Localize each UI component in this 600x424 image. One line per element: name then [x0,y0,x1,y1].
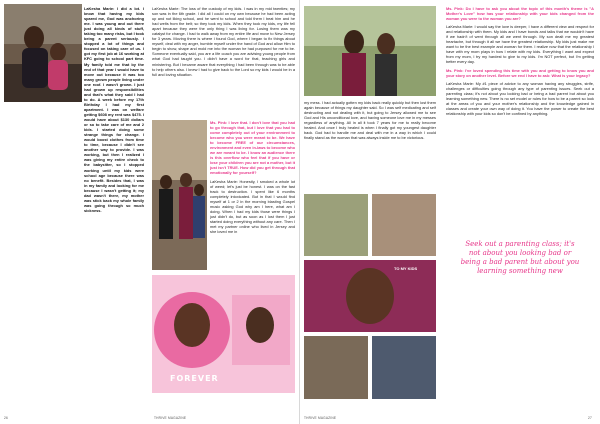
question-love-that: Ms. Pink: I love that. I don't love that you had to go through that, but I love that you had to come completely out of your environment to become who you were meant to be. We have to become FREE of our circumstances, environment and even in-laws to become who we are meant to be. I know an audience there is this overflow who feel that if you have or lose your children you are not a mother, but it just isn't TRUE. How did you get through that emotionally for yourself? [210,120,295,176]
forever-caption: FOREVER [170,374,219,383]
photo-collage-art [304,194,436,399]
left-footer-title: THRIVE MAGAZINE [154,416,187,420]
group-photo [152,120,207,270]
right-column-1 [304,100,436,190]
girls-photo [304,6,436,96]
photo-collage [304,194,436,399]
loss-of-custody-answer: LaKesha Marie: The loss of the custody of my kids. I was in my mid twenties; my son was in the 6th grade. I did all I could on my own because he had been acting up and not liking school, and he went to school and told them I beat him and he had welts from the belt; so they took my kids. When they took my kids, my life fell apart because they were the only thing I was living for. Losing them was my catalyst for change. I had to walk away from my entire life and move to New Jersey for 3 years. Moving there is where I found God, where I began to fix things about myself, deal with my anger, humble myself under the hand of God and allow Him to begin to show, shape and mold me into the woman he had purposed for me to be. Someone eventually said, you are a life coach you are advising young people from what God had taught you. I didn't have a word for that, teaching girls and ministering. But I became aware that everything I had been through was to be able to help others also. I knew I had to give back to the Lord so my kids I would be in a full and loving situation. [152,6,295,77]
group-photo-art [152,120,207,270]
mess-answer: my mess. I had actually gotten my kids back really quickly but then lost them again because of things my daughter said. So I was self medicating and self destructing and not dealing with it, but going to Jersey allowed me to see God and His unconditional love, and having someone love me in my messes regardless of anything. All in all it took 7 years for me to really become healed. And once I truly healed is when I finally got my youngest daughter back. God had to handle me and deal with me in a way in which I could finally stand as the woman that was always inside me to be victorious. [304,100,436,141]
right-footer [304,416,596,420]
question-legacy: Ms. Pink: I've loved spending this time with you and getting to know you and your story on another level. Before we end I have to ask: What is your legacy? [446,67,594,78]
left-footer [4,416,296,420]
left-column-2-lower [210,120,295,270]
right-page-number: 27 [588,416,592,420]
girls-photo-art [304,6,436,96]
left-column-1-body [4,6,144,406]
answer-love-deeper: LaKesha Marie: I would say the love is deeper, I have a different view and respect for and relationship with them. My kids and I have bonds and talks that we wouldn't have if we hadn't of went through all we went through. My son dealt me my greatest heartache, but through it all we have the greatest relationship. My kids just make me want to be the best example and woman for them. I realize now that the relationship I have with my mom plays in how I relate with my kids. Everything I want and expect from my mom, I try my hardest to give to my kids. I'm NOT perfect, but I'm getting better every day. [446,24,594,65]
intro-answer-full [84,6,144,213]
intro-answer-text: LaKesha Marie: I did a lot. I know that having my kids spared me, God was anchoring me. I was young and out there just doing all kinds of stuff, taking too many risks, but I took being a parent seriously. I stopped a lot of things and focused on taking care of us. I got my first job at 16 working at KFC going to school part time. My family told me that by the end of that year I would have to move out because it was too many grown people living under one roof. I wasn't grown. I just had grown up responsibilities and that's what they said I had to do. A week before my 17th Birthday I had my first apartment. I was on welfare getting $608 my rent was $475. I would have about $130 dollars or so to take care of me and 2 kids. I started doing some strange things for change. I would boost clothes from time to time, because I didn't see another way to provide. I was working, but then I realized I was giving my entire check to the babysitter, so I stopped working until my kids were school age because there was no benefit. Besides that, I was in my family and looking for me because I wasn't getting it; my dad wasn't there, my mother was stick back my whole family was going through so much sickness. [84,6,144,213]
answer-honestly: LaKesha Marie: Honestly, I smoked a whole lot of weed; let's just be honest. I was on the fast track to destruction. I spent like 6 months completely intoxicated. But in that I would find myself at 1 or 2 in the morning blasting Gospel music asking God why am I here, what am I doing. When I had my kids those were things I just didn't do, but as soon as I lost them I just started doing everything without any care. Then I met my partner online who lived in Jersey and she loved me in [210,178,295,234]
to-my-kids-overlay: TO MY KIDS [394,266,418,271]
right-page [300,0,600,424]
right-column-2 [446,6,594,256]
question-mothers-love: Ms. Pink: Do I have to ask you about the topic of this month's theme is "A Mother's Love" how has your relationship with your kids changed from the woman you were to the woman you are? [446,6,594,22]
pull-quote [460,240,580,276]
left-page-number: 26 [4,416,8,420]
pull-quote-text: Seek out a parenting class; it's not about you looking bad or being a bad parent but about you learning something new [460,240,580,275]
right-footer-title: THRIVE MAGAZINE [304,416,337,420]
left-column-2 [152,6,295,116]
answer-advice: LaKesha Marie: My #1 piece of advice to any woman having any struggles, strife, challenges or difficulties going through any type of parenting issues. Seek out a parenting class; it's not about you looking bad or being a bad parent but about you learning something new. There is no set model or rules for how to be a parent so look at the areas of you and your mother's relationship and the knowledge gained in classes and create your own way of doing it. You have the power to create the best relationship with your kids so don't be confined by anything. [446,80,594,116]
forever-photo-collage [152,275,295,393]
